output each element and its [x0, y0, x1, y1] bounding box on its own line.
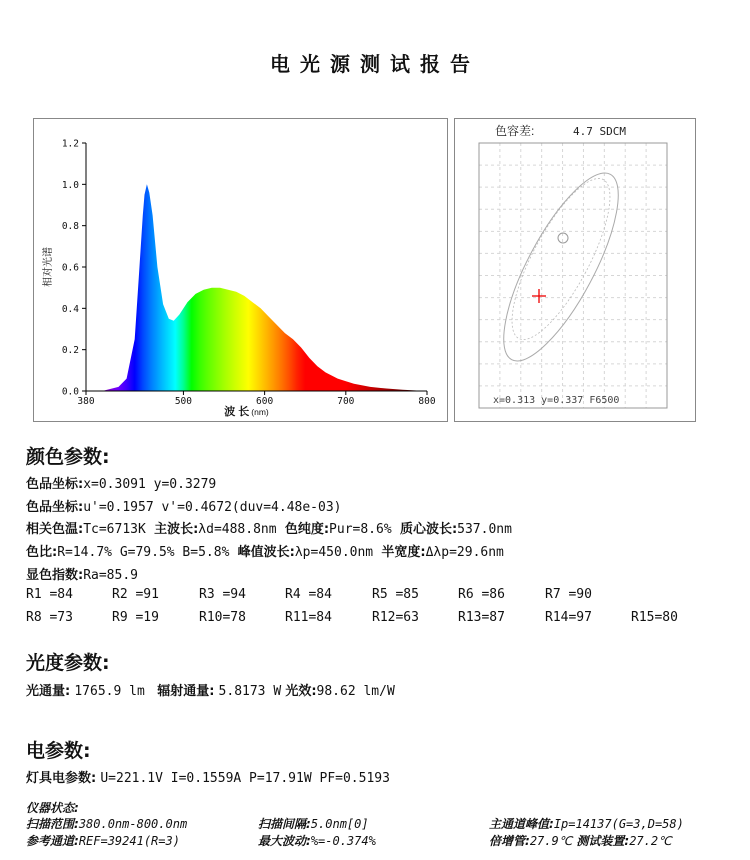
color-ratio-value: R=14.7% G=79.5% B=5.8%	[57, 545, 230, 560]
spectrum-ylabel: 相对光谱	[43, 247, 54, 287]
x-tick-label: 700	[337, 396, 355, 407]
flux-label: 光通量:	[26, 684, 71, 699]
scan-range	[26, 815, 187, 832]
x-tick-label: 380	[77, 396, 95, 407]
cri-r3: R3 =94	[199, 587, 246, 602]
purity-value: Pur=8.6%	[329, 522, 392, 537]
max-fluctuation-value: %=-0.374%	[310, 834, 376, 848]
efficacy-label: 光效:	[285, 684, 317, 699]
half-width-label: 半宽度:	[381, 545, 426, 560]
lamp-elec-label: 灯具电参数:	[26, 771, 97, 786]
cri-r13: R13=87	[458, 610, 505, 625]
main-peak-value: Ip=14137(G=3,D=58)	[553, 817, 684, 831]
y-tick-label: 0.0	[61, 386, 79, 398]
flux-row	[26, 680, 395, 699]
spectrum-area	[86, 184, 427, 391]
cct-row	[26, 518, 512, 537]
flux-value: 1765.9 lm	[74, 684, 145, 699]
spectrum-xlabel: 波 长	[224, 406, 250, 418]
ratio-row	[26, 541, 504, 560]
coord-uv-row	[26, 496, 341, 515]
ref-channel	[26, 832, 180, 849]
cct-value: Tc=6713K	[83, 522, 146, 537]
scan-range-label: 扫描范围:	[26, 817, 79, 831]
cri-r11: R11=84	[285, 610, 332, 625]
cri-r14: R14=97	[545, 610, 592, 625]
coord-uv-value: u'=0.1957 v'=0.4672(duv=4.48e-03)	[83, 500, 342, 515]
lamp-elec-row	[26, 767, 390, 786]
main-peak	[489, 815, 684, 832]
max-fluctuation	[258, 832, 376, 849]
pmt-temp-label: 倍增管:	[489, 834, 530, 848]
scan-interval	[258, 815, 369, 832]
cie-panel	[454, 118, 696, 422]
temperatures	[489, 832, 672, 849]
radiant-flux-label: 辐射通量:	[157, 684, 215, 699]
cri-r12: R12=63	[372, 610, 419, 625]
scan-interval-label: 扫描间隔:	[258, 817, 311, 831]
report-title: 电光源测试报告	[270, 52, 480, 76]
cie-grid	[479, 143, 667, 408]
cie-plot-border	[479, 143, 667, 408]
scan-range-value: 380.0nm-800.0nm	[78, 817, 188, 831]
cri-r7: R7 =90	[545, 587, 592, 602]
y-tick-label: 0.4	[61, 303, 79, 315]
ref-channel-value: REF=39241(R=3)	[78, 834, 180, 848]
cri-r9: R9 =19	[112, 610, 159, 625]
y-tick-label: 1.0	[61, 179, 79, 191]
cri-value: Ra=85.9	[83, 568, 138, 583]
spectrum-chart	[34, 119, 447, 421]
cri-r2: R2 =91	[112, 587, 159, 602]
instrument-heading: 仪器状态:	[26, 801, 79, 815]
cri-r5: R5 =85	[372, 587, 419, 602]
device-temp-value: 27.2℃	[629, 834, 672, 848]
radiant-flux-value: 5.8173 W	[218, 684, 282, 699]
x-tick-label: 800	[418, 396, 436, 407]
cri-label: 显色指数:	[26, 568, 84, 583]
spectrum-panel	[33, 118, 448, 422]
ref-channel-label: 参考通道:	[26, 834, 79, 848]
half-width-value: Δλp=29.6nm	[425, 545, 504, 560]
coord-xy-label: 色品坐标:	[26, 477, 84, 492]
coord-xy-value: x=0.3091 y=0.3279	[83, 477, 217, 492]
lamp-elec-value: U=221.1V I=0.1559A P=17.91W PF=0.5193	[100, 771, 390, 786]
cct-label: 相关色温:	[26, 522, 84, 537]
max-fluctuation-label: 最大波动:	[258, 834, 311, 848]
y-tick-label: 1.2	[61, 138, 79, 150]
measured-point-marker	[532, 289, 546, 303]
cri-r1: R1 =84	[26, 587, 73, 602]
color-params-heading: 颜色参数:	[26, 446, 110, 468]
peak-wl-value: λp=450.0nm	[294, 545, 374, 560]
x-tick-label: 600	[256, 396, 274, 407]
elec-params-heading: 电参数:	[26, 740, 91, 762]
photo-params-heading: 光度参数:	[26, 652, 110, 674]
y-tick-label: 0.6	[61, 262, 79, 274]
spectrum-x-axis-title	[224, 404, 269, 418]
scan-interval-value: 5.0nm[0]	[310, 817, 369, 831]
cri-r4: R4 =84	[285, 587, 332, 602]
y-tick-label: 0.2	[61, 345, 79, 357]
color-ratio-label: 色比:	[26, 545, 58, 560]
pmt-temp-value: 27.9℃	[529, 834, 573, 848]
cie-chart	[455, 119, 695, 421]
dominant-wl-value: λd=488.8nm	[198, 522, 277, 537]
tolerance-label: 色容差:	[495, 124, 535, 138]
x-tick-label: 500	[174, 396, 193, 407]
coord-xy-row	[26, 473, 216, 492]
device-temp-label: 测试装置:	[576, 834, 630, 848]
coord-uv-label: 色品坐标:	[26, 500, 84, 515]
cri-r10: R10=78	[199, 610, 246, 625]
centroid-wl-value: 537.0nm	[457, 522, 512, 537]
cri-r15: R15=80	[631, 610, 678, 625]
tolerance-value: 4.7 SDCM	[573, 125, 626, 138]
spectrum-xunit: (nm)	[251, 407, 269, 417]
tolerance-ellipse-outer	[483, 159, 640, 375]
cri-r8: R8 =73	[26, 610, 73, 625]
main-peak-label: 主通道峰值:	[489, 817, 554, 831]
y-tick-label: 0.8	[61, 221, 79, 233]
purity-label: 色纯度:	[284, 522, 330, 537]
centroid-wl-label: 质心波长:	[399, 522, 458, 537]
peak-wl-label: 峰值波长:	[237, 545, 295, 560]
cri-row	[26, 564, 138, 583]
cri-r6: R6 =86	[458, 587, 505, 602]
efficacy-value: 98.62 lm/W	[316, 684, 395, 699]
cie-coords-text: x=0.313 y=0.337 F6500	[493, 395, 620, 406]
dominant-wl-label: 主波长:	[154, 522, 199, 537]
tolerance-ellipse-inner	[494, 166, 628, 351]
